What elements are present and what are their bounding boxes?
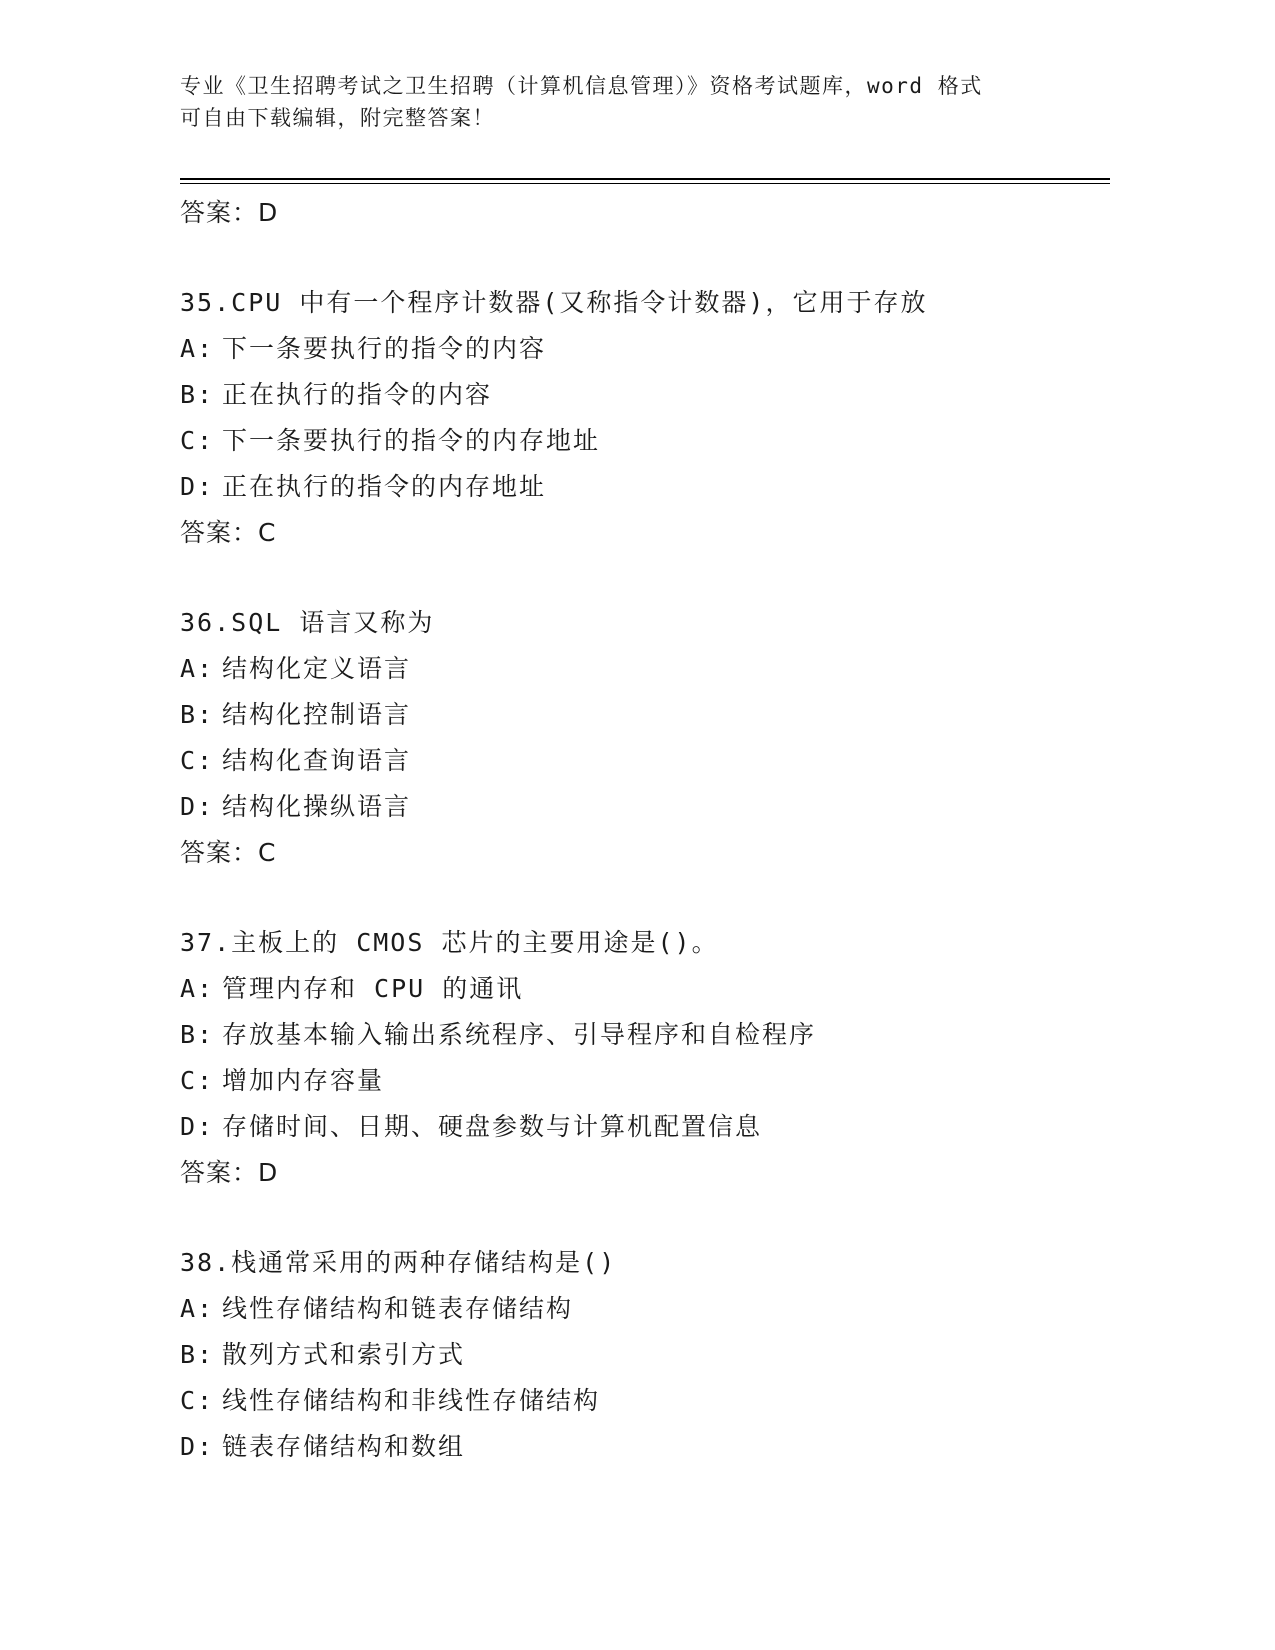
option-text: 正在执行的指令的内容 (222, 380, 493, 409)
header-divider-thin (180, 183, 1110, 184)
option-label: C: (180, 746, 215, 775)
question-stem: 36.SQL 语言又称为 (180, 608, 435, 637)
option-d (180, 1104, 1140, 1150)
answer-line: 答案：C (180, 518, 277, 547)
option-label: C: (180, 1386, 215, 1415)
header-title-line2: 可自由下载编辑，附完整答案！ (180, 106, 495, 130)
option-d (180, 784, 1140, 830)
option-b (180, 1012, 1140, 1058)
question-35 (180, 280, 1140, 556)
option-b (180, 692, 1140, 738)
option-label: D: (180, 1432, 215, 1461)
option-text: 结构化控制语言 (222, 700, 412, 729)
question-38 (180, 1240, 1140, 1470)
question-stem: 35.CPU 中有一个程序计数器(又称指令计数器)，它用于存放 (180, 288, 928, 317)
option-text: 线性存储结构和链表存储结构 (222, 1294, 574, 1323)
option-text: 链表存储结构和数组 (222, 1432, 466, 1461)
option-text: 管理内存和 CPU 的通讯 (222, 974, 524, 1003)
answer-line: 答案：C (180, 838, 277, 867)
option-label: C: (180, 426, 215, 455)
option-label: B: (180, 700, 215, 729)
option-label: D: (180, 1112, 215, 1141)
header-divider-thick (180, 178, 1110, 180)
option-b (180, 1332, 1140, 1378)
option-label: A: (180, 654, 215, 683)
option-label: B: (180, 1340, 215, 1369)
option-b (180, 372, 1140, 418)
option-c (180, 1058, 1140, 1104)
option-a (180, 646, 1140, 692)
option-label: B: (180, 380, 215, 409)
option-label: A: (180, 334, 215, 363)
header-title-line1: 专业《卫生招聘考试之卫生招聘（计算机信息管理）》资格考试题库，word 格式 (180, 74, 983, 98)
option-c (180, 418, 1140, 464)
option-c (180, 738, 1140, 784)
option-c (180, 1378, 1140, 1424)
option-text: 结构化操纵语言 (222, 792, 412, 821)
option-label: A: (180, 1294, 215, 1323)
option-text: 散列方式和索引方式 (222, 1340, 466, 1369)
option-a (180, 1286, 1140, 1332)
option-text: 下一条要执行的指令的内容 (222, 334, 547, 363)
option-text: 下一条要执行的指令的内存地址 (222, 426, 601, 455)
option-label: C: (180, 1066, 215, 1095)
option-text: 存放基本输入输出系统程序、引导程序和自检程序 (222, 1020, 817, 1049)
option-label: B: (180, 1020, 215, 1049)
option-text: 结构化查询语言 (222, 746, 412, 775)
option-d (180, 1424, 1140, 1470)
option-label: D: (180, 792, 215, 821)
option-text: 存储时间、日期、硬盘参数与计算机配置信息 (222, 1112, 763, 1141)
question-37 (180, 920, 1140, 1196)
question-stem: 38.栈通常采用的两种存储结构是() (180, 1248, 617, 1277)
option-text: 线性存储结构和非线性存储结构 (222, 1386, 601, 1415)
question-list (180, 190, 1140, 1470)
option-d (180, 464, 1140, 510)
option-a (180, 966, 1140, 1012)
question-36 (180, 600, 1140, 876)
option-label: A: (180, 974, 215, 1003)
answer-line: 答案：D (180, 1158, 279, 1187)
previous-answer: 答案：D (180, 198, 279, 227)
option-text: 正在执行的指令的内存地址 (222, 472, 547, 501)
question-stem: 37.主板上的 CMOS 芯片的主要用途是()。 (180, 928, 719, 957)
option-text: 增加内存容量 (222, 1066, 385, 1095)
option-label: D: (180, 472, 215, 501)
option-text: 结构化定义语言 (222, 654, 412, 683)
page-header (180, 70, 1060, 134)
option-a (180, 326, 1140, 372)
